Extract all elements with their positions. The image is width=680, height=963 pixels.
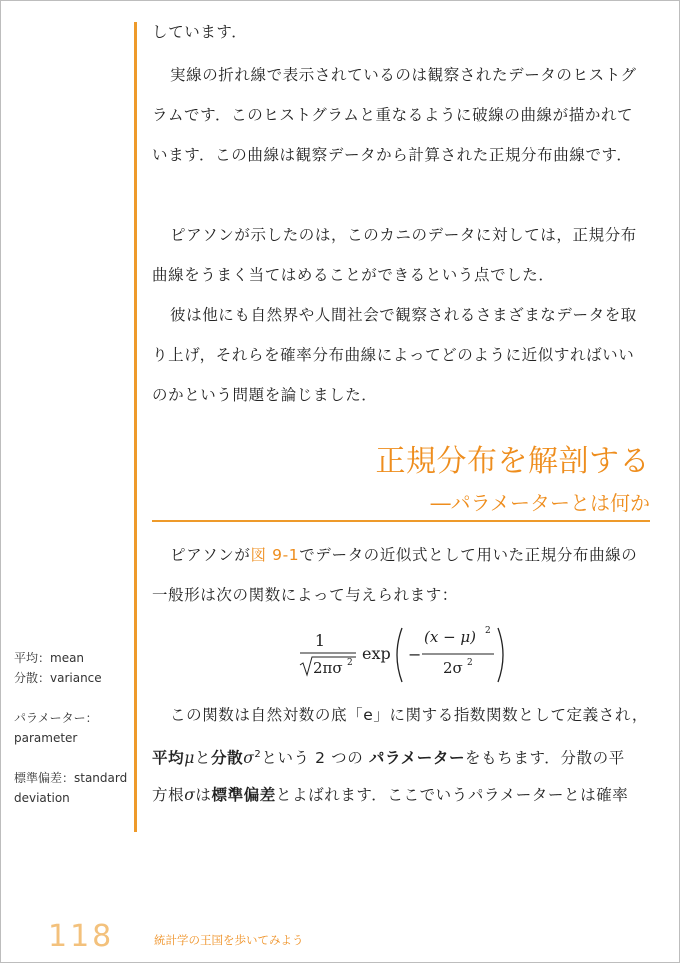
formula-exp: exp <box>362 644 391 663</box>
text-segment: 方根 <box>152 786 185 804</box>
formula-minus: − <box>408 645 422 664</box>
term-parameter: パラメーター <box>368 749 466 768</box>
formula-denominator-exponent: 2 <box>347 658 353 668</box>
text-segment: でデータの近似式として用いた正規分布曲線の <box>299 546 638 564</box>
body-line: この関数は自然対数の底「e」に関する指数関数として定義され， <box>170 706 648 724</box>
text-segment: をもちます．分散の平 <box>465 749 625 768</box>
body-line: ピアソンが示したのは，このカニのデータに対しては，正規分布 <box>170 226 637 244</box>
margin-note-variance: 分散：variance <box>14 671 102 685</box>
body-line: 彼は他にも自然界や人間社会で観察されるさまざまなデータを取 <box>170 306 637 324</box>
symbol-sigma: σ <box>243 749 255 768</box>
symbol-sigma: σ <box>184 786 196 804</box>
body-line: 曲線をうまく当てはめることができるという点でした． <box>152 266 555 284</box>
body-line <box>152 785 628 805</box>
body-line: しています． <box>152 23 248 41</box>
section-title: 正規分布を解剖する <box>375 444 650 479</box>
body-line: ラムです．このヒストグラムと重なるように破線の曲線が描かれて <box>152 106 634 124</box>
normal-distribution-formula <box>298 620 508 690</box>
margin-note-standard-deviation: 標準偏差：standard <box>14 771 128 785</box>
formula-inner-denominator-exponent: 2 <box>467 658 473 668</box>
term-mean: 平均 <box>152 749 185 768</box>
body-line <box>152 745 625 768</box>
formula-denominator: 2πσ <box>313 659 343 677</box>
body-line: 実線の折れ線で表示されているのは観察されたデータのヒストグ <box>170 66 637 84</box>
term-variance: 分散 <box>211 749 244 768</box>
margin-note-mean: 平均：mean <box>14 651 85 665</box>
formula-inner-numerator: (x − μ) <box>424 628 477 646</box>
page-number: 118 <box>48 919 115 954</box>
symbol-mu: μ <box>184 749 195 768</box>
body-line: り上げ，それらを確率分布曲線によってどのように近似すればいい <box>152 346 635 364</box>
section-subtitle: ―パラメーターとは何か <box>430 491 650 515</box>
formula-inner-denominator: 2σ <box>443 659 463 677</box>
formula-numerator: 1 <box>314 631 326 650</box>
margin-rule <box>134 22 137 832</box>
body-line: 一般形は次の関数によって与えられます： <box>152 586 458 604</box>
formula-inner-numerator-exponent: 2 <box>485 626 491 636</box>
text-segment: と <box>194 749 211 768</box>
body-line <box>152 545 637 565</box>
margin-note-parameter-en: parameter <box>14 731 78 745</box>
heading-underline <box>152 520 650 522</box>
margin-note-standard-deviation-en: deviation <box>14 791 70 805</box>
text-segment: という 2 つの <box>261 749 369 768</box>
figure-reference-link[interactable]: 図 9-1 <box>250 546 300 564</box>
left-paren-icon <box>397 628 402 682</box>
right-paren-icon <box>498 628 503 682</box>
term-standard-deviation: 標準偏差 <box>211 786 276 804</box>
text-segment: ピアソンが <box>170 546 251 564</box>
text-segment: は <box>195 786 212 804</box>
text-segment: とよばれます．ここでいうパラメーターとは確率 <box>275 786 629 804</box>
body-line: のかという問題を論じました． <box>152 386 378 404</box>
body-line: います．この曲線は観察データから計算された正規分布曲線です． <box>152 146 633 164</box>
running-footer-title: 統計学の王国を歩いてみよう <box>154 933 304 947</box>
symbol-squared: 2 <box>254 749 262 760</box>
margin-note-parameter: パラメーター： <box>14 711 98 725</box>
